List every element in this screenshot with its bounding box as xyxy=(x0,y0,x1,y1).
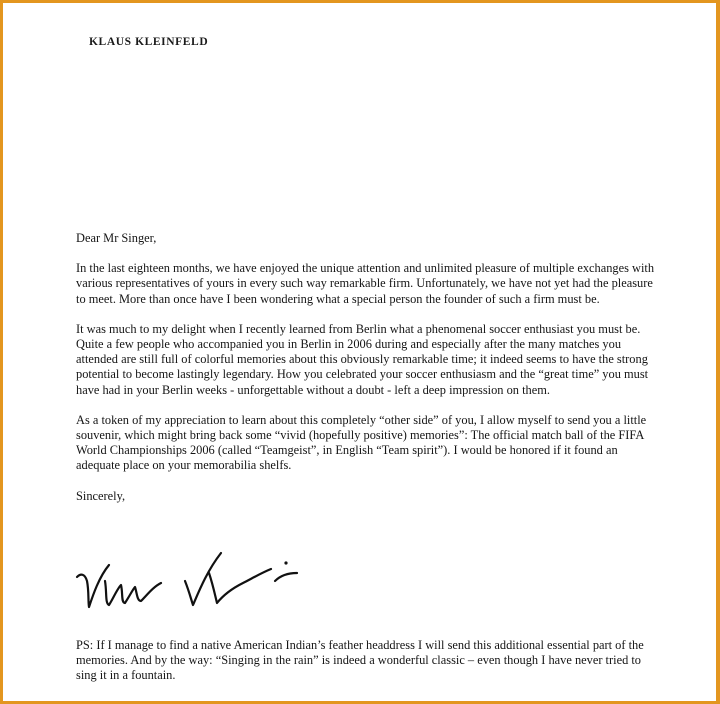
letter-page xyxy=(3,3,716,701)
paragraph-1: In the last eighteen months, we have enjoyed the unique attention and unlimited pleasure of multiple exchanges with various representatives of yours in every such way remarkable firm. Unfortunately, we have not yet had the pleasure to meet. More than once have I been wondering what a special person the founder of such a firm must be. xyxy=(76,261,655,306)
letter-body xyxy=(76,231,656,519)
postscript: PS: If I manage to find a native American Indian’s feather headdress I will send this additional essential part of the memories. And by the way: “Singing in the rain” is indeed a wonderful classic – even though I have never tried to sing it in a fountain. xyxy=(76,638,644,683)
handwritten-signature xyxy=(75,543,315,613)
salutation: Dear Mr Singer, xyxy=(76,231,157,245)
closing: Sincerely, xyxy=(76,488,126,503)
paragraph-2: It was much to my delight when I recently learned from Berlin what a phenomenal soccer enthusiast you must be. Quite a few people who accompanied you in Berlin in 2006 during and especially after the many matches you attended are still full of colorful memories about this obviously remarkable time; it indeed seems to have the strong potential to become lastingly legendary. How you celebrated your soccer enthusiasm and the “great time” you must have had in your Berlin weeks - unforgettable without a doubt - left a deep impression on them. xyxy=(76,321,649,397)
letterhead-name: KLAUS KLEINFELD xyxy=(89,36,209,48)
paragraph-3: As a token of my appreciation to learn about this completely “other side” of you, I allow myself to send you a little souvenir, which might bring back some “vivid (hopefully positive) memories”: The official match ball of the FIFA World Championships 2006 (called “Teamgeist”, in English “Team spirit”). I would be honored if it found an adequate place on your memorabilia shelfs. xyxy=(76,412,647,473)
